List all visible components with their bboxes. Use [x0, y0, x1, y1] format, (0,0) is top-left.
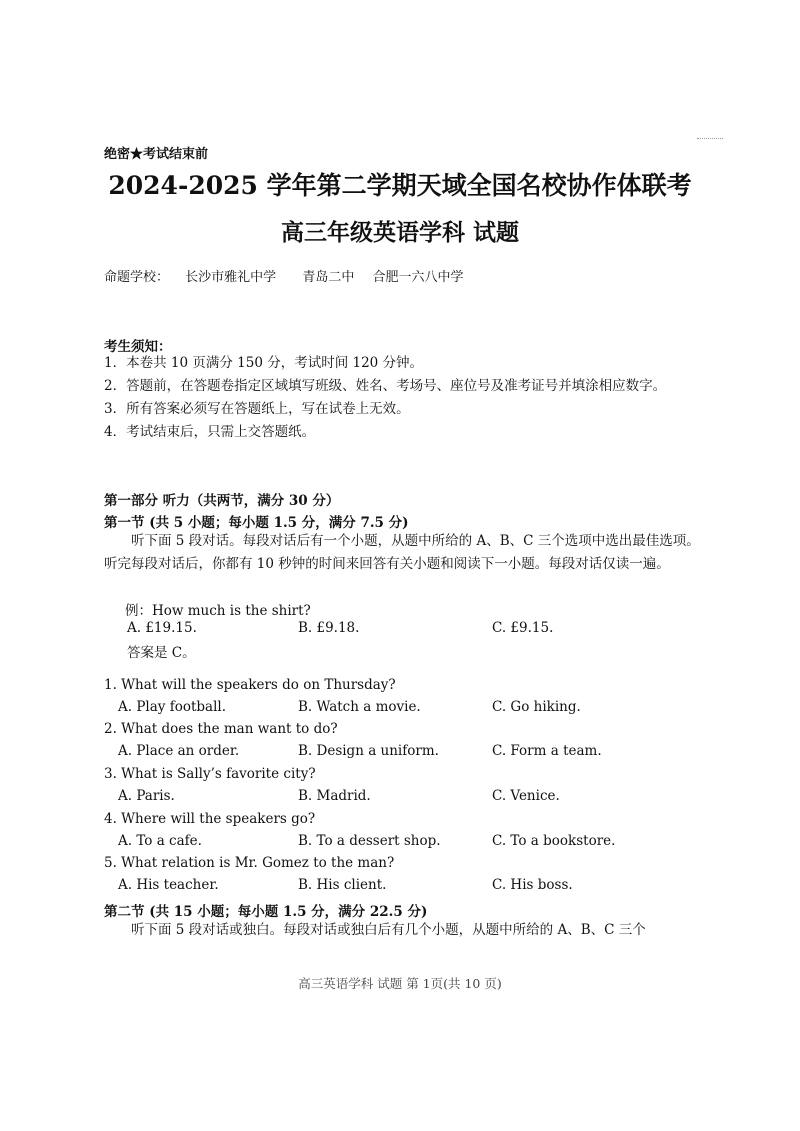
section2-instructions: 听下面 5 段对话或独白。每段对话或独白后有几个小题，从题中所给的 A、B、C 三个	[131, 922, 646, 938]
setting-schools	[104, 266, 485, 285]
option-a: A. Place an order.	[118, 743, 240, 759]
option-a: A. Play football.	[118, 699, 226, 715]
option-c: C. Venice.	[492, 788, 560, 804]
part1-heading: 第一部分 听力（共两节，满分 30 分）	[104, 493, 340, 509]
question-1-options	[118, 699, 678, 721]
example-options	[127, 620, 687, 642]
example-question: 例：How much is the shirt?	[125, 603, 311, 619]
question-1: 1. What will the speakers do on Thursday?	[104, 677, 396, 693]
option-b: B. Watch a movie.	[298, 699, 421, 715]
notice-heading: 考生须知：	[104, 339, 172, 355]
question-4: 4. Where will the speakers go?	[104, 811, 316, 827]
notice-item: 2．答题前，在答题卷指定区域填写班级、姓名、考场号、座位号及准考证号并填涂相应数字。	[104, 378, 667, 394]
option-b: B. Design a uniform.	[298, 743, 439, 759]
option-a: A. To a cafe.	[118, 833, 202, 849]
exam-title: 2024-2025 学年第二学期天域全国名校协作体联考	[108, 171, 692, 200]
notice-item: 3．所有答案必须写在答题纸上，写在试卷上无效。	[104, 401, 410, 417]
option-c: C. His boss.	[492, 877, 573, 893]
option-b: B. His client.	[298, 877, 387, 893]
notice-item: 4．考试结束后，只需上交答题纸。	[104, 424, 316, 440]
option-b: B. £9.18.	[298, 620, 360, 636]
option-c: C. To a bookstore.	[492, 833, 616, 849]
question-2-options	[118, 743, 678, 765]
section1-heading: 第一节 (共 5 小题；每小题 1.5 分，满分 7.5 分)	[104, 515, 409, 531]
example-answer: 答案是 C。	[127, 645, 196, 661]
option-c: C. £9.15.	[492, 620, 554, 636]
option-c: C. Form a team.	[492, 743, 602, 759]
question-3-options	[118, 788, 678, 810]
school-name: 合肥一六八中学	[372, 270, 464, 285]
option-a: A. Paris.	[118, 788, 175, 804]
question-3: 3. What is Sally’s favorite city?	[104, 766, 316, 782]
option-a: A. £19.15.	[127, 620, 197, 636]
school-name: 长沙市雅礼中学	[185, 270, 277, 285]
exam-subtitle: 高三年级英语学科 试题	[280, 219, 519, 246]
question-5-options	[118, 877, 678, 899]
section2-heading: 第二节 (共 15 小题；每小题 1.5 分，满分 22.5 分)	[104, 904, 428, 920]
question-2: 2. What does the man want to do?	[104, 721, 338, 737]
confidential-label: 绝密★考试结束前	[104, 147, 209, 162]
option-b: B. Madrid.	[298, 788, 371, 804]
school-name: 青岛二中	[302, 270, 355, 285]
question-5: 5. What relation is Mr. Gomez to the man?	[104, 855, 395, 871]
option-c: C. Go hiking.	[492, 699, 581, 715]
question-4-options	[118, 833, 678, 855]
section1-instructions: 听下面 5 段对话。每段对话后有一个小题，从题中所给的 A、B、C 三个选项中选出最佳选项。听完每段对话后，你都有 10 秒钟的时间来回答有关小题和阅读下一小题。每段对话仅读一遍。	[104, 533, 700, 572]
option-a: A. His teacher.	[118, 877, 219, 893]
option-b: B. To a dessert shop.	[298, 833, 441, 849]
page-footer: 高三英语学科 试题 第 1页(共 10 页)	[298, 976, 502, 991]
corner-mark	[697, 138, 723, 139]
schools-label: 命题学校：	[104, 270, 170, 285]
notice-list	[104, 352, 704, 444]
notice-item: 1．本卷共 10 页满分 150 分，考试时间 120 分钟。	[104, 355, 424, 371]
